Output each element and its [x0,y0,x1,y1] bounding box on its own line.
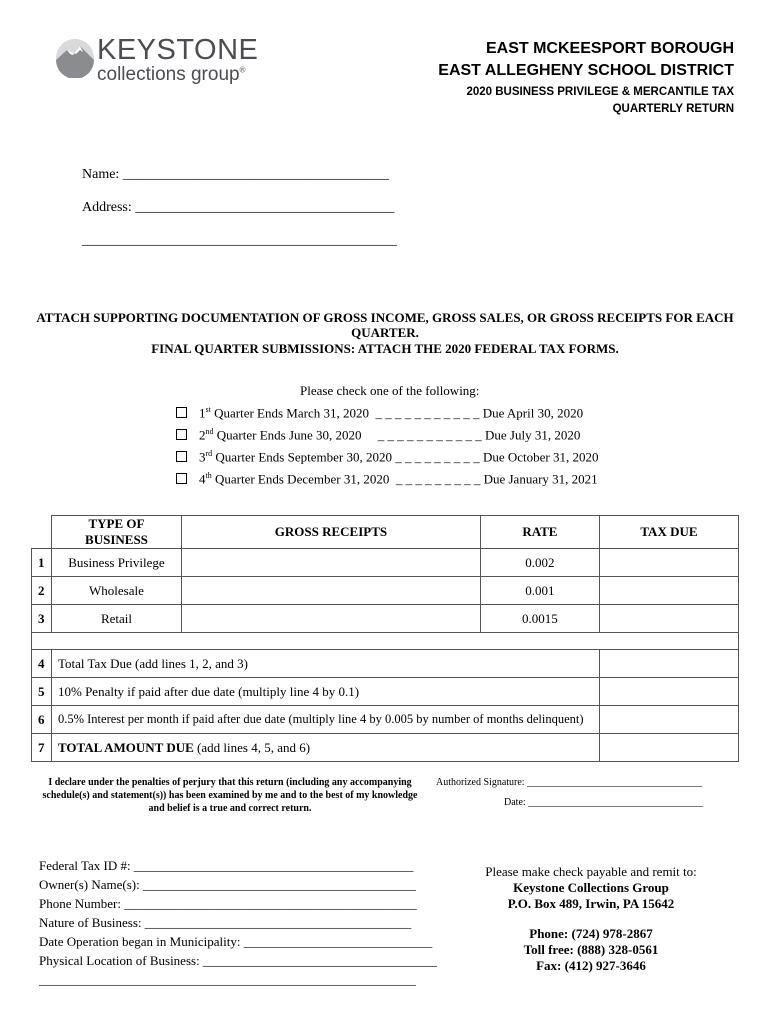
gross-receipts-input[interactable] [181,577,480,605]
header-type-of-business: TYPE OF BUSINESS [51,516,181,549]
tax-table [31,515,739,762]
business-type-cell: Business Privilege [51,549,181,577]
spacer-row [32,633,739,650]
total-tax-row [32,650,739,678]
header-tax-due: TAX DUE [599,516,738,549]
quarter-3-checkbox[interactable] [176,451,187,462]
quarter-4-checkbox[interactable] [176,473,187,484]
logo-subtitle: collections group® [97,64,246,85]
address-field[interactable]: Address: _____________________________________ [82,200,395,215]
row-number: 5 [32,678,52,706]
quarter-option-1[interactable]: 1st Quarter Ends March 31, 2020 _ _ _ _ _ _ _ _ _ _ _ Due April 30, 2020 [176,405,583,421]
name-field[interactable]: Name: ______________________________________ [82,167,389,182]
header-gross-receipts: GROSS RECEIPTS [181,516,480,549]
tax-due-input[interactable] [599,549,738,577]
physical-location-field[interactable]: Physical Location of Business: ____________________________________ [39,953,437,968]
logo-wordmark: KEYSTONE [97,34,259,66]
interest-label: 0.5% Interest per month if paid after due date (multiply line 4 by 0.005 by number of months delinquent) [51,706,599,734]
rate-cell: 0.001 [480,577,599,605]
row-number: 2 [32,577,52,605]
date-field[interactable]: Date: ___________________________________ [504,797,704,808]
phone-number-field[interactable]: Phone Number: _____________________________________________ [39,896,417,911]
penalty-row [32,678,739,706]
authorized-signature-field[interactable]: Authorized Signature: ___________________________________ [436,777,703,788]
row-number: 1 [32,549,52,577]
total-amount-label: TOTAL AMOUNT DUE (add lines 4, 5, and 6) [51,734,599,762]
tax-due-input[interactable] [599,577,738,605]
remit-address: P.O. Box 489, Irwin, PA 15642 [507,896,675,911]
row-number: 3 [32,605,52,633]
penalty-input[interactable] [599,678,738,706]
tax-due-input[interactable] [599,605,738,633]
title-return: QUARTERLY RETURN [612,103,734,115]
remit-instructions: Please make check payable and remit to: [485,864,697,879]
quarter-option-3[interactable]: 3rd Quarter Ends September 30, 2020 _ _ _ _ _ _ _ _ _ Due October 31, 2020 [176,449,599,465]
registered-mark: ® [239,65,246,75]
business-type-cell: Retail [51,605,181,633]
remit-phone: Phone: (724) 978-2867 [529,926,653,941]
remit-to-block [460,864,722,974]
table-row [32,549,739,577]
table-row [32,577,739,605]
quarter-prompt: Please check one of the following: [300,383,480,398]
address-field-2[interactable]: _____________________________________________ [82,233,397,248]
rate-cell: 0.0015 [480,605,599,633]
gross-receipts-input[interactable] [181,549,480,577]
total-tax-input[interactable] [599,650,738,678]
business-type-cell: Wholesale [51,577,181,605]
title-borough: EAST MCKEESPORT BOROUGH [485,40,734,57]
remit-company: Keystone Collections Group [513,880,669,895]
row-number: 4 [32,650,52,678]
quarter-2-checkbox[interactable] [176,429,187,440]
total-tax-label: Total Tax Due (add lines 1, 2, and 3) [51,650,599,678]
final-quarter-notice: FINAL QUARTER SUBMISSIONS: ATTACH THE 2020 FEDERAL TAX FORMS. [151,341,619,356]
physical-location-field-2[interactable]: __________________________________________________________ [39,972,416,987]
interest-row [32,706,739,734]
total-amount-input[interactable] [599,734,738,762]
federal-tax-id-field[interactable]: Federal Tax ID #: ___________________________________________ [39,858,414,873]
gross-receipts-input[interactable] [181,605,480,633]
remit-fax: Fax: (412) 927-3646 [536,958,646,973]
owner-names-field[interactable]: Owner(s) Name(s): __________________________________________ [39,877,416,892]
row-number: 7 [32,734,52,762]
interest-input[interactable] [599,706,738,734]
title-tax: 2020 BUSINESS PRIVILEGE & MERCANTILE TAX [466,86,734,98]
title-school-district: EAST ALLEGHENY SCHOOL DISTRICT [438,62,734,79]
perjury-declaration: I declare under the penalties of perjury that this return (including any accompanying schedule(s) and statement(s)) has been examined by me and to the best of my knowledge and belief is a true and correct return. [42,777,418,814]
nature-of-business-field[interactable]: Nature of Business: _________________________________________ [39,915,412,930]
table-header-row [32,516,739,549]
table-row [32,605,739,633]
documentation-notice: ATTACH SUPPORTING DOCUMENTATION OF GROSS INCOME, GROSS SALES, OR GROSS RECEIPTS FOR EACH QUARTER. [36,310,734,340]
quarter-option-4[interactable]: 4th Quarter Ends December 31, 2020 _ _ _ _ _ _ _ _ _ Due January 31, 2021 [176,471,598,487]
row-number: 6 [32,706,52,734]
mountain-logo-icon [55,38,95,78]
total-amount-row [32,734,739,762]
rate-cell: 0.002 [480,549,599,577]
header-rate: RATE [480,516,599,549]
remit-toll-free: Toll free: (888) 328-0561 [523,942,659,957]
penalty-label: 10% Penalty if paid after due date (multiply line 4 by 0.1) [51,678,599,706]
date-operation-began-field[interactable]: Date Operation began in Municipality: _____________________________ [39,934,433,949]
quarter-1-checkbox[interactable] [176,407,187,418]
quarter-option-2[interactable]: 2nd Quarter Ends June 30, 2020 _ _ _ _ _ _ _ _ _ _ _ Due July 31, 2020 [176,427,580,443]
